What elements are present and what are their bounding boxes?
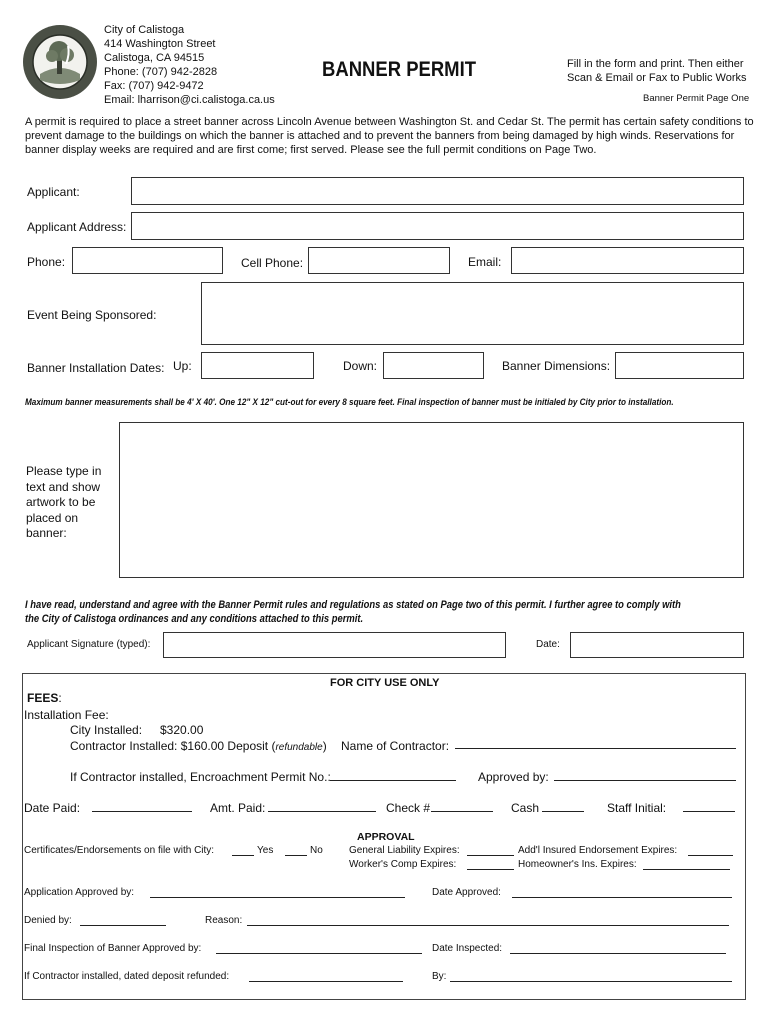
applicant-label: Applicant: <box>27 185 80 199</box>
contractor-name-label: Name of Contractor: <box>341 739 450 753</box>
staff-initial-label: Staff Initial: <box>607 801 667 815</box>
certificates-yes-line[interactable] <box>232 855 254 856</box>
approved-by-line[interactable] <box>554 780 736 781</box>
certificates-label: Certificates/Endorsements on file with City: <box>24 845 215 856</box>
org-street: 414 Washington Street <box>104 38 216 50</box>
refundable-text: refundable <box>275 742 323 753</box>
artwork-label <box>26 464 101 542</box>
artwork-label-line: banner: <box>26 526 67 541</box>
general-liability-line[interactable] <box>467 855 514 856</box>
contractor-name-line[interactable] <box>455 748 736 749</box>
phone-label: Phone: <box>27 255 66 269</box>
measurement-note: Maximum banner measurements shall be 4' X 40'. One 12" X 12" cut-out for every 8 square feet. Final inspection of banner must be initialed by City prior to installation. <box>25 397 674 408</box>
certificates-no-line[interactable] <box>285 855 307 856</box>
date-label: Date: <box>536 639 560 650</box>
artwork-label-line: text and show <box>26 479 101 494</box>
contractor-installed-text: Contractor Installed: $160.00 Deposit ( <box>70 739 276 753</box>
denied-by-label: Denied by: <box>24 915 72 926</box>
yes-label: Yes <box>257 845 274 856</box>
email-label: Email: <box>468 255 502 269</box>
cash-label: Cash <box>511 801 540 815</box>
event-field[interactable] <box>201 282 744 345</box>
artwork-label-line: placed on <box>26 510 79 525</box>
org-city: Calistoga, CA 94515 <box>104 52 205 64</box>
final-inspection-label: Final Inspection of Banner Approved by: <box>24 943 202 954</box>
city-seal <box>22 24 98 100</box>
up-label: Up: <box>173 359 192 373</box>
artwork-label-line: artwork to be <box>26 495 96 510</box>
by-line[interactable] <box>450 981 732 982</box>
email-field[interactable] <box>511 247 744 274</box>
final-inspection-line[interactable] <box>216 953 422 954</box>
event-label: Event Being Sponsored: <box>27 308 157 322</box>
installation-fee-label: Installation Fee: <box>24 708 109 722</box>
general-liability-label: General Liability Expires: <box>349 845 460 856</box>
deposit-refunded-label: If Contractor installed, dated deposit refunded: <box>24 971 230 982</box>
staff-initial-line[interactable] <box>683 811 735 812</box>
date-inspected-label: Date Inspected: <box>432 943 503 954</box>
encroachment-line[interactable] <box>330 780 456 781</box>
down-date-field[interactable] <box>383 352 484 379</box>
cell-phone-label: Cell Phone: <box>241 256 304 270</box>
workers-comp-label: Worker's Comp Expires: <box>349 859 457 870</box>
application-approved-label: Application Approved by: <box>24 887 135 898</box>
by-label: By: <box>432 971 447 982</box>
check-label: Check # <box>386 801 431 815</box>
intro-line-3: banner display weeks are required and are first come; first served. Please see the full permit conditions on Page Two. <box>25 144 597 156</box>
dimensions-field[interactable] <box>615 352 744 379</box>
amt-paid-label: Amt. Paid: <box>210 801 266 815</box>
fees-heading <box>27 691 62 705</box>
addl-insured-line[interactable] <box>688 855 733 856</box>
date-inspected-line[interactable] <box>510 953 726 954</box>
workers-comp-line[interactable] <box>467 869 514 870</box>
cash-line[interactable] <box>542 811 584 812</box>
address-field[interactable] <box>131 212 744 240</box>
cell-phone-field[interactable] <box>308 247 450 274</box>
agreement-line-1: I have read, understand and agree with the Banner Permit rules and regulations as stated on Page two of this permit. I further agree to comply with <box>25 599 681 611</box>
homeowners-line[interactable] <box>643 869 730 870</box>
artwork-field[interactable] <box>119 422 744 578</box>
page-title: BANNER PERMIT <box>322 58 477 81</box>
amt-paid-line[interactable] <box>268 811 376 812</box>
artwork-label-line: Please type in <box>26 464 102 478</box>
phone-field[interactable] <box>72 247 223 274</box>
address-label: Applicant Address: <box>27 220 127 234</box>
city-installed-amount: $320.00 <box>160 723 204 737</box>
addl-insured-label: Add'l Insured Endorsement Expires: <box>518 845 678 856</box>
encroachment-label: If Contractor installed, Encroachment Permit No.: <box>70 770 331 784</box>
reason-label: Reason: <box>205 915 243 926</box>
intro-line-2: prevent damage to the buildings on which the banner is attached and to prevent the banners from being damaged by high winds. Reservations for <box>25 130 735 142</box>
date-paid-label: Date Paid: <box>24 801 81 815</box>
agreement-line-2: the City of Calistoga ordinances and any conditions attached to this permit. <box>25 613 364 625</box>
applicant-field[interactable] <box>131 177 744 205</box>
check-line[interactable] <box>431 811 493 812</box>
denied-by-line[interactable] <box>80 925 166 926</box>
fees-label: FEES <box>27 691 59 705</box>
close-paren: ) <box>322 739 327 753</box>
homeowners-label: Homeowner's Ins. Expires: <box>518 859 637 870</box>
signature-field[interactable] <box>163 632 506 658</box>
down-label: Down: <box>343 359 378 373</box>
reason-line[interactable] <box>247 925 729 926</box>
org-address-block <box>104 25 275 109</box>
org-fax: Fax: (707) 942-9472 <box>104 80 204 92</box>
contractor-installed-label <box>70 739 327 753</box>
application-approved-line[interactable] <box>150 897 405 898</box>
approval-heading: APPROVAL <box>357 831 415 843</box>
approved-by-label: Approved by: <box>478 770 549 784</box>
no-label: No <box>310 845 323 856</box>
installation-dates-label: Banner Installation Dates: <box>27 361 165 375</box>
org-name: City of Calistoga <box>104 24 185 36</box>
city-use-title: FOR CITY USE ONLY <box>330 677 440 689</box>
up-date-field[interactable] <box>201 352 314 379</box>
city-installed-label: City Installed: <box>70 723 143 737</box>
date-approved-label: Date Approved: <box>432 887 501 898</box>
date-paid-line[interactable] <box>92 811 192 812</box>
date-field[interactable] <box>570 632 744 658</box>
page-label: Banner Permit Page One <box>643 93 750 104</box>
intro-line-1: A permit is required to place a street banner across Lincoln Avenue between Washington St. and Cedar St. The permit has certain safety conditions to <box>25 116 754 128</box>
org-email: Email: lharrison@ci.calistoga.ca.us <box>104 94 275 106</box>
dimensions-label: Banner Dimensions: <box>502 359 611 373</box>
instructions-line-2: Scan & Email or Fax to Public Works <box>567 72 747 84</box>
org-phone: Phone: (707) 942-2828 <box>104 66 218 78</box>
fees-colon: : <box>58 691 62 705</box>
deposit-refunded-line[interactable] <box>249 981 403 982</box>
instructions-line-1: Fill in the form and print. Then either <box>567 58 744 70</box>
signature-label: Applicant Signature (typed): <box>27 639 151 650</box>
date-approved-line[interactable] <box>512 897 732 898</box>
